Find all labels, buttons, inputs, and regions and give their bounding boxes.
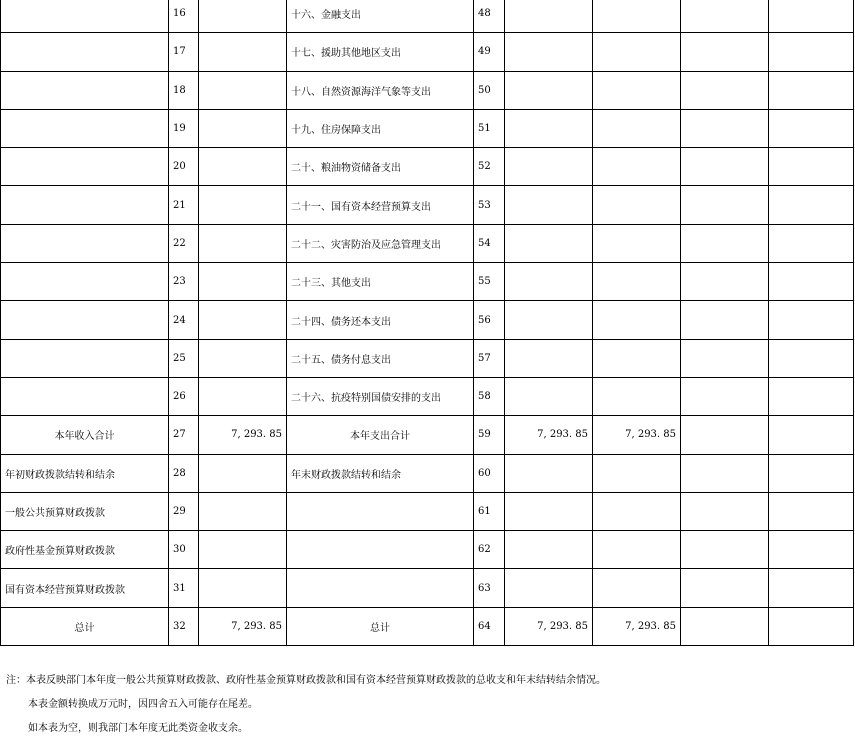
table-row xyxy=(1,301,854,339)
income-amount xyxy=(199,454,287,492)
fund-budget-amount xyxy=(681,263,769,301)
expense-total-amount xyxy=(505,454,593,492)
expense-total-amount xyxy=(505,109,593,147)
fund-budget-amount xyxy=(681,33,769,71)
income-line-number: 19 xyxy=(169,109,199,147)
income-amount xyxy=(199,339,287,377)
expense-total-amount xyxy=(505,301,593,339)
expense-item-label: 二十五、债务付息支出 xyxy=(287,339,474,377)
general-budget-amount xyxy=(593,263,681,301)
expense-total-amount xyxy=(505,71,593,109)
table-row xyxy=(1,0,854,33)
expense-line-number: 63 xyxy=(474,569,505,607)
income-item-label xyxy=(1,301,169,339)
income-amount xyxy=(199,186,287,224)
table-row xyxy=(1,339,854,377)
income-amount xyxy=(199,569,287,607)
income-amount xyxy=(199,71,287,109)
state-capital-amount xyxy=(769,186,854,224)
income-item-label xyxy=(1,186,169,224)
fund-budget-amount xyxy=(681,531,769,569)
income-item-label xyxy=(1,224,169,262)
income-item-label: 总计 xyxy=(1,607,169,645)
expense-item-label xyxy=(287,492,474,530)
fund-budget-amount xyxy=(681,377,769,415)
table-row xyxy=(1,492,854,530)
expense-total-amount xyxy=(505,148,593,186)
expense-total-amount xyxy=(505,0,593,33)
state-capital-amount xyxy=(769,33,854,71)
income-line-number: 28 xyxy=(169,454,199,492)
state-capital-amount xyxy=(769,569,854,607)
income-line-number: 30 xyxy=(169,531,199,569)
table-notes xyxy=(6,669,606,741)
expense-total-amount xyxy=(505,33,593,71)
general-budget-amount xyxy=(593,0,681,33)
expense-total-amount xyxy=(505,569,593,607)
expense-item-label xyxy=(287,531,474,569)
general-budget-amount xyxy=(593,492,681,530)
income-line-number: 17 xyxy=(169,33,199,71)
table-row xyxy=(1,416,854,454)
expense-total-amount xyxy=(505,263,593,301)
income-amount xyxy=(199,0,287,33)
fund-budget-amount xyxy=(681,416,769,454)
state-capital-amount xyxy=(769,531,854,569)
expense-total-amount xyxy=(505,531,593,569)
expense-total-amount xyxy=(505,377,593,415)
expense-line-number: 52 xyxy=(474,148,505,186)
table-row xyxy=(1,148,854,186)
table-row xyxy=(1,569,854,607)
expense-item-label xyxy=(287,569,474,607)
general-budget-amount: 7, 293. 85 xyxy=(593,416,681,454)
fund-budget-amount xyxy=(681,607,769,645)
expense-line-number: 53 xyxy=(474,186,505,224)
fund-budget-amount xyxy=(681,454,769,492)
general-budget-amount xyxy=(593,339,681,377)
state-capital-amount xyxy=(769,454,854,492)
expense-item-label: 本年支出合计 xyxy=(287,416,474,454)
expense-total-amount: 7, 293. 85 xyxy=(505,416,593,454)
table-row xyxy=(1,531,854,569)
expense-total-amount xyxy=(505,492,593,530)
table-row xyxy=(1,377,854,415)
income-amount xyxy=(199,33,287,71)
income-amount xyxy=(199,224,287,262)
income-line-number: 23 xyxy=(169,263,199,301)
income-line-number: 26 xyxy=(169,377,199,415)
expense-total-amount xyxy=(505,186,593,224)
table-row xyxy=(1,224,854,262)
income-item-label xyxy=(1,109,169,147)
state-capital-amount xyxy=(769,0,854,33)
state-capital-amount xyxy=(769,301,854,339)
income-line-number: 24 xyxy=(169,301,199,339)
note-line-1: 注：本表反映部门本年度一般公共预算财政拨款、政府性基金预算财政拨款和国有资本经营预算财政拨款的总收支和年末结转结余情况。 xyxy=(6,675,606,686)
income-item-label xyxy=(1,148,169,186)
general-budget-amount xyxy=(593,224,681,262)
income-line-number: 22 xyxy=(169,224,199,262)
state-capital-amount xyxy=(769,416,854,454)
state-capital-amount xyxy=(769,263,854,301)
table-row xyxy=(1,33,854,71)
expense-line-number: 48 xyxy=(474,0,505,33)
general-budget-amount xyxy=(593,71,681,109)
income-item-label xyxy=(1,0,169,33)
state-capital-amount xyxy=(769,492,854,530)
income-item-label: 国有资本经营预算财政拨款 xyxy=(1,569,169,607)
expense-total-amount xyxy=(505,339,593,377)
state-capital-amount xyxy=(769,224,854,262)
fund-budget-amount xyxy=(681,186,769,224)
fund-budget-amount xyxy=(681,301,769,339)
state-capital-amount xyxy=(769,377,854,415)
income-line-number: 18 xyxy=(169,71,199,109)
table-row xyxy=(1,186,854,224)
income-amount: 7, 293. 85 xyxy=(199,416,287,454)
income-amount xyxy=(199,531,287,569)
expense-item-label: 二十一、国有资本经营预算支出 xyxy=(287,186,474,224)
income-line-number: 20 xyxy=(169,148,199,186)
expense-line-number: 64 xyxy=(474,607,505,645)
income-line-number: 29 xyxy=(169,492,199,530)
expense-total-amount: 7, 293. 85 xyxy=(505,607,593,645)
expense-item-label: 二十四、债务还本支出 xyxy=(287,301,474,339)
fund-budget-amount xyxy=(681,148,769,186)
expense-total-amount xyxy=(505,224,593,262)
income-item-label xyxy=(1,339,169,377)
fund-budget-amount xyxy=(681,492,769,530)
expense-item-label: 二十二、灾害防治及应急管理支出 xyxy=(287,224,474,262)
table-row xyxy=(1,454,854,492)
fund-budget-amount xyxy=(681,569,769,607)
expense-item-label: 十九、住房保障支出 xyxy=(287,109,474,147)
fund-budget-amount xyxy=(681,224,769,262)
expense-line-number: 58 xyxy=(474,377,505,415)
table-row xyxy=(1,71,854,109)
expense-line-number: 54 xyxy=(474,224,505,262)
expense-line-number: 55 xyxy=(474,263,505,301)
expense-line-number: 60 xyxy=(474,454,505,492)
note-line-3: 如本表为空，则我部门本年度无此类资金收支余。 xyxy=(28,723,248,734)
income-amount xyxy=(199,263,287,301)
expense-item-label: 十八、自然资源海洋气象等支出 xyxy=(287,71,474,109)
state-capital-amount xyxy=(769,339,854,377)
table-row xyxy=(1,109,854,147)
income-item-label xyxy=(1,377,169,415)
expense-line-number: 57 xyxy=(474,339,505,377)
general-budget-amount xyxy=(593,186,681,224)
fund-budget-amount xyxy=(681,0,769,33)
general-budget-amount: 7, 293. 85 xyxy=(593,607,681,645)
income-line-number: 31 xyxy=(169,569,199,607)
income-amount xyxy=(199,492,287,530)
income-item-label xyxy=(1,33,169,71)
general-budget-amount xyxy=(593,109,681,147)
income-line-number: 16 xyxy=(169,0,199,33)
general-budget-amount xyxy=(593,148,681,186)
expense-item-label: 二十三、其他支出 xyxy=(287,263,474,301)
income-item-label: 年初财政拨款结转和结余 xyxy=(1,454,169,492)
income-item-label xyxy=(1,71,169,109)
note-line-2: 本表金额转换成万元时，因四舍五入可能存在尾差。 xyxy=(28,699,258,710)
income-line-number: 25 xyxy=(169,339,199,377)
state-capital-amount xyxy=(769,607,854,645)
general-budget-amount xyxy=(593,301,681,339)
general-budget-amount xyxy=(593,454,681,492)
table-row xyxy=(1,607,854,645)
state-capital-amount xyxy=(769,109,854,147)
income-line-number: 21 xyxy=(169,186,199,224)
expense-item-label: 十七、援助其他地区支出 xyxy=(287,33,474,71)
income-amount: 7, 293. 85 xyxy=(199,607,287,645)
expense-line-number: 62 xyxy=(474,531,505,569)
income-amount xyxy=(199,377,287,415)
fund-budget-amount xyxy=(681,109,769,147)
general-budget-amount xyxy=(593,377,681,415)
income-line-number: 32 xyxy=(169,607,199,645)
expense-line-number: 50 xyxy=(474,71,505,109)
income-item-label: 政府性基金预算财政拨款 xyxy=(1,531,169,569)
income-amount xyxy=(199,148,287,186)
state-capital-amount xyxy=(769,148,854,186)
table-body xyxy=(1,0,854,646)
expense-item-label: 十六、金融支出 xyxy=(287,0,474,33)
expense-item-label: 总计 xyxy=(287,607,474,645)
income-line-number: 27 xyxy=(169,416,199,454)
general-budget-amount xyxy=(593,569,681,607)
general-budget-amount xyxy=(593,33,681,71)
expense-line-number: 59 xyxy=(474,416,505,454)
general-budget-amount xyxy=(593,531,681,569)
income-item-label xyxy=(1,263,169,301)
state-capital-amount xyxy=(769,71,854,109)
income-item-label: 本年收入合计 xyxy=(1,416,169,454)
income-item-label: 一般公共预算财政拨款 xyxy=(1,492,169,530)
fund-budget-amount xyxy=(681,339,769,377)
expense-line-number: 61 xyxy=(474,492,505,530)
expense-item-label: 二十六、抗疫特别国债安排的支出 xyxy=(287,377,474,415)
expense-item-label: 二十、粮油物资储备支出 xyxy=(287,148,474,186)
income-amount xyxy=(199,109,287,147)
income-amount xyxy=(199,301,287,339)
expense-line-number: 56 xyxy=(474,301,505,339)
expense-item-label: 年末财政拨款结转和结余 xyxy=(287,454,474,492)
expense-line-number: 49 xyxy=(474,33,505,71)
fund-budget-amount xyxy=(681,71,769,109)
table-row xyxy=(1,263,854,301)
expense-line-number: 51 xyxy=(474,109,505,147)
